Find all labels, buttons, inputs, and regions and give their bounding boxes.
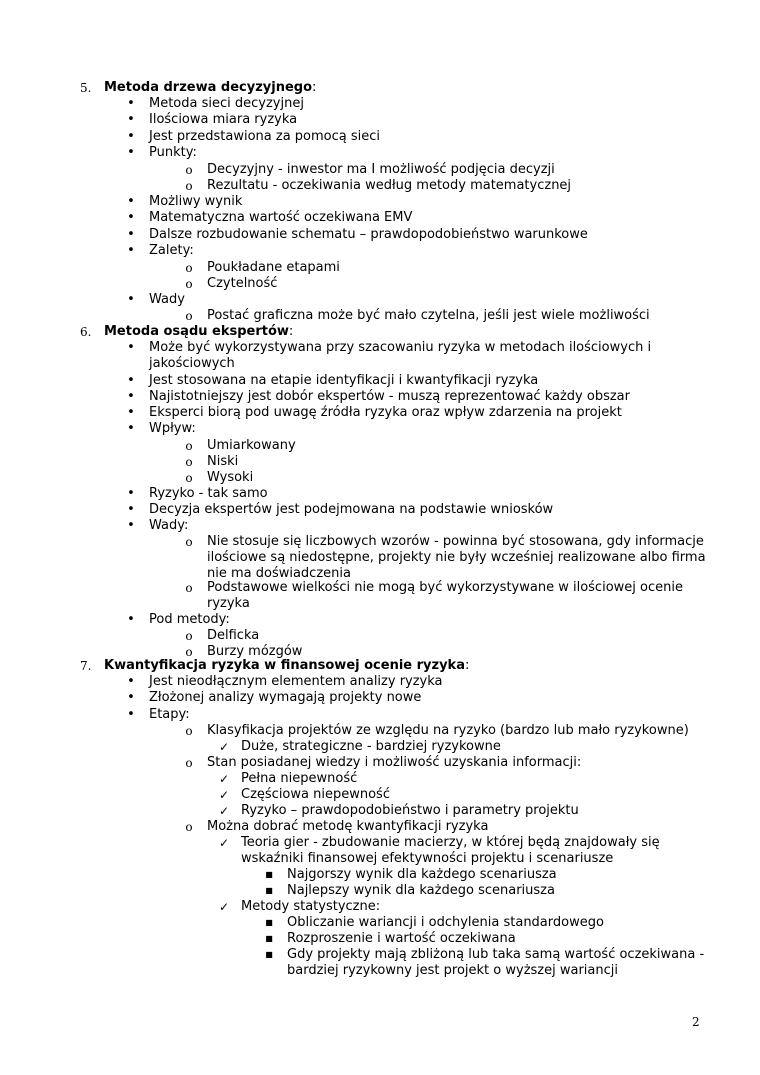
list-item: Pełna niepewność <box>241 771 358 786</box>
list-item: Najlepszy wynik dla każdego scenariusza <box>287 883 555 898</box>
list-item: Postać graficzna może być mało czytelna, jeśli jest wiele możliwości <box>207 308 650 323</box>
bullet-icon: • <box>127 96 135 111</box>
list-item: Ilościowa miara ryzyka <box>149 112 298 127</box>
list-item: Decyzja ekspertów jest podejmowana na podstawie wniosków <box>149 502 554 517</box>
list-item: Gdy projekty mają zbliżoną lub taka samą wartość oczekiwana - <box>287 947 705 962</box>
circle-bullet-icon: o <box>185 309 193 323</box>
list-item: Matematyczna wartość oczekiwana EMV <box>149 210 413 225</box>
checkmark-icon: ✓ <box>218 740 230 754</box>
square-bullet-icon: ■ <box>265 870 273 879</box>
bullet-icon: • <box>127 690 135 705</box>
circle-bullet-icon: o <box>185 724 193 738</box>
circle-bullet-icon: o <box>185 163 193 177</box>
list-item: Eksperci biorą pod uwagę źródła ryzyka oraz wpływ zdarzenia na projekt <box>149 405 622 420</box>
list-item: Umiarkowany <box>207 438 296 453</box>
bullet-icon: • <box>127 502 135 517</box>
circle-bullet-icon: o <box>185 455 193 469</box>
bullet-icon: • <box>127 340 135 355</box>
list-item: Wysoki <box>207 470 254 485</box>
checkmark-icon: ✓ <box>218 788 230 802</box>
list-item: Obliczanie wariancji i odchylenia standardowego <box>287 915 604 930</box>
list-item: Rezultatu - oczekiwania według metody matematycznej <box>207 178 572 193</box>
list-item: Można dobrać metodę kwantyfikacji ryzyka <box>207 819 489 834</box>
heading-colon: : <box>288 324 294 339</box>
checkmark-icon: ✓ <box>218 836 230 850</box>
circle-bullet-icon: o <box>185 261 193 275</box>
circle-bullet-icon: o <box>185 756 193 770</box>
list-item: Jest przedstawiona za pomocą sieci <box>149 129 381 144</box>
list-item: Jest stosowana na etapie identyfikacji i kwantyfikacji ryzyka <box>149 373 539 388</box>
circle-bullet-icon: o <box>185 820 193 834</box>
circle-bullet-icon: o <box>185 581 193 595</box>
section-number: 5. <box>80 81 92 95</box>
list-item: Jest nieodłącznym elementem analizy ryzyka <box>149 674 443 689</box>
bullet-icon: • <box>127 210 135 225</box>
section-title: Metoda osądu ekspertów <box>104 324 289 339</box>
list-item: Częściowa niepewność <box>241 787 390 802</box>
bullet-icon: • <box>127 405 135 420</box>
list-item: Wady: <box>149 518 189 533</box>
list-item: Może być wykorzystywana przy szacowaniu ryzyka w metodach ilościowych i <box>149 340 652 355</box>
heading-colon: : <box>312 80 317 95</box>
bullet-icon: • <box>127 518 135 533</box>
square-bullet-icon: ■ <box>265 934 273 943</box>
page-number: 2 <box>692 1015 700 1029</box>
checkmark-icon: ✓ <box>218 804 230 818</box>
checkmark-icon: ✓ <box>218 900 230 914</box>
bullet-icon: • <box>127 389 135 404</box>
list-item-continuation: wskaźniki finansowej efektywności projektu i scenariusze <box>241 851 614 866</box>
list-item: Wpływ: <box>149 421 196 436</box>
circle-bullet-icon: o <box>185 645 193 659</box>
circle-bullet-icon: o <box>185 535 193 549</box>
list-item: Najgorszy wynik dla każdego scenariusza <box>287 867 557 882</box>
section-heading <box>104 658 469 674</box>
circle-bullet-icon: o <box>185 629 193 643</box>
list-item: Najistotniejszy jest dobór ekspertów - muszą reprezentować każdy obszar <box>149 389 630 404</box>
bullet-icon: • <box>127 292 135 307</box>
bullet-icon: • <box>127 674 135 689</box>
list-item: Poukładane etapami <box>207 260 340 275</box>
circle-bullet-icon: o <box>185 439 193 453</box>
list-item: Możliwy wynik <box>149 194 243 209</box>
list-item: Ryzyko – prawdopodobieństwo i parametry projektu <box>241 803 579 818</box>
heading-colon: : <box>464 658 470 673</box>
list-item: Delficka <box>207 628 260 643</box>
section-number: 7. <box>80 659 92 673</box>
bullet-icon: • <box>127 129 135 144</box>
bullet-icon: • <box>127 194 135 209</box>
square-bullet-icon: ■ <box>265 918 273 927</box>
list-item: Dalsze rozbudowanie schematu – prawdopodobieństwo warunkowe <box>149 227 588 242</box>
list-item: Zalety: <box>149 243 194 258</box>
list-item: Burzy mózgów <box>207 644 303 659</box>
square-bullet-icon: ■ <box>265 950 273 959</box>
circle-bullet-icon: o <box>185 471 193 485</box>
list-item: Ryzyko - tak samo <box>149 486 268 501</box>
list-item-continuation: bardziej ryzykowny jest projekt o wyższej wariancji <box>287 963 618 978</box>
list-item: Teoria gier - zbudowanie macierzy, w której będą znajdowały się <box>241 835 660 850</box>
section-title: Metoda drzewa decyzyjnego <box>104 80 313 95</box>
list-item: Niski <box>207 454 239 469</box>
square-bullet-icon: ■ <box>265 886 273 895</box>
bullet-icon: • <box>127 145 135 160</box>
list-item: Podstawowe wielkości nie mogą być wykorzystywane w ilościowej ocenie <box>207 580 683 595</box>
section-heading <box>104 80 316 96</box>
list-item: Metody statystyczne: <box>241 899 381 914</box>
list-item: Rozproszenie i wartość oczekiwana <box>287 931 516 946</box>
bullet-icon: • <box>127 227 135 242</box>
list-item: Stan posiadanej wiedzy i możliwość uzyskania informacji: <box>207 755 582 770</box>
bullet-icon: • <box>127 373 135 388</box>
list-item-continuation: ilościowe są niedostępne, projekty nie były wcześniej realizowane albo firma <box>207 550 706 565</box>
list-item: Złożonej analizy wymagają projekty nowe <box>149 690 422 705</box>
list-item-continuation: jakościowych <box>149 356 235 371</box>
bullet-icon: • <box>127 112 135 127</box>
bullet-icon: • <box>127 707 135 722</box>
list-item: Etapy: <box>149 707 190 722</box>
bullet-icon: • <box>127 243 135 258</box>
list-item: Metoda sieci decyzyjnej <box>149 96 304 111</box>
section-heading <box>104 324 293 340</box>
list-item: Wady <box>149 292 185 307</box>
list-item: Nie stosuje się liczbowych wzorów - powinna być stosowana, gdy informacje <box>207 534 704 549</box>
section-title: Kwantyfikacja ryzyka w finansowej ocenie ryzyka <box>104 658 465 673</box>
circle-bullet-icon: o <box>185 179 193 193</box>
list-item-continuation: nie ma doświadczenia <box>207 566 351 581</box>
list-item: Punkty: <box>149 145 197 160</box>
list-item-continuation: ryzyka <box>207 596 250 611</box>
list-item: Duże, strategiczne - bardziej ryzykowne <box>241 739 501 754</box>
bullet-icon: • <box>127 421 135 436</box>
bullet-icon: • <box>127 612 135 627</box>
list-item: Pod metody: <box>149 612 230 627</box>
section-number: 6. <box>80 325 92 339</box>
bullet-icon: • <box>127 486 135 501</box>
list-item: Decyzyjny - inwestor ma I możliwość podjęcia decyzji <box>207 162 555 177</box>
checkmark-icon: ✓ <box>218 772 230 786</box>
list-item: Klasyfikacja projektów ze względu na ryzyko (bardzo lub mało ryzykowne) <box>207 723 689 738</box>
list-item: Czytelność <box>207 276 278 291</box>
circle-bullet-icon: o <box>185 277 193 291</box>
